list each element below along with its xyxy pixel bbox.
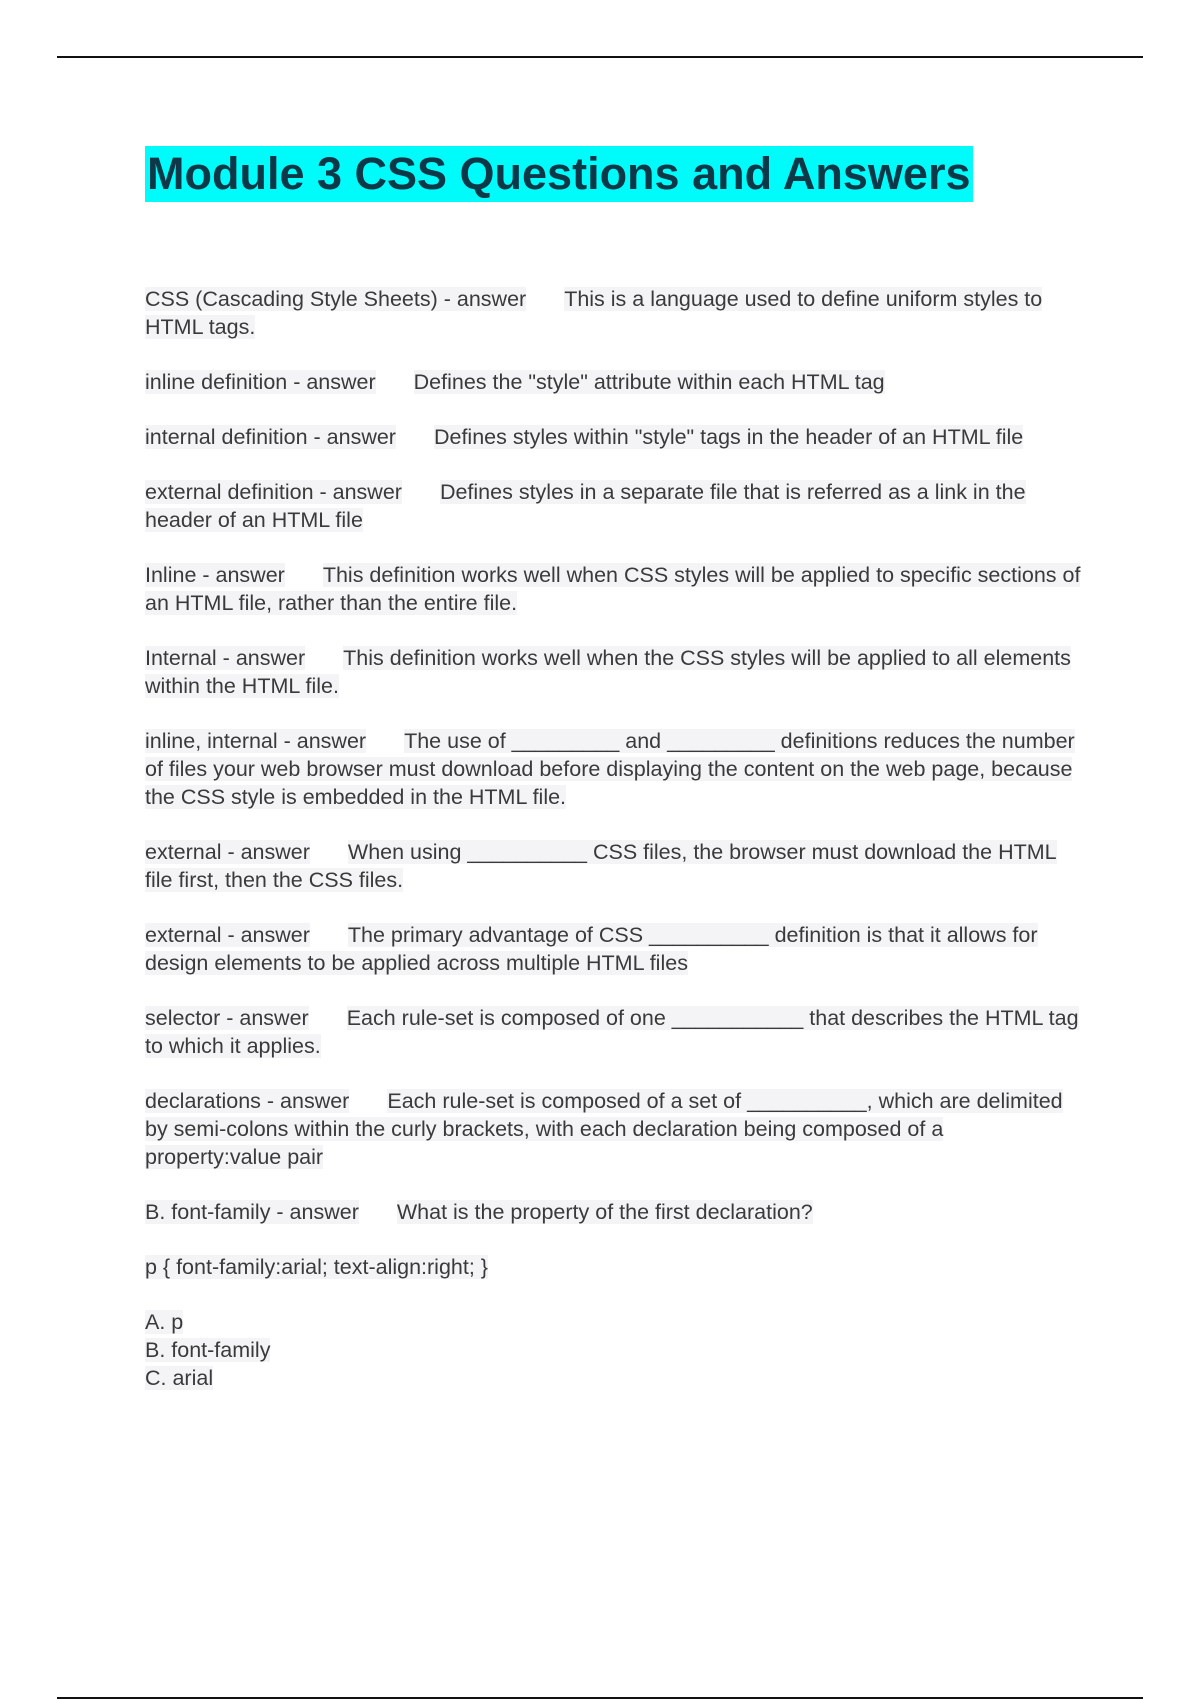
qa-term: external - answer bbox=[145, 923, 310, 947]
footer-rule bbox=[57, 1697, 1143, 1699]
qa-item bbox=[145, 478, 1085, 534]
qa-term: external definition - answer bbox=[145, 480, 402, 504]
qa-item bbox=[145, 838, 1085, 894]
qa-definition: Each rule-set is composed of a set of __________, which are delimited by semi-colons within the curly brackets, with each declaration being composed of a property:value pair bbox=[145, 1089, 1063, 1169]
code-line: p { font-family:arial; text-align:right; } bbox=[145, 1255, 488, 1279]
qa-term: inline definition - answer bbox=[145, 370, 376, 394]
qa-item bbox=[145, 1004, 1085, 1060]
qa-term: CSS (Cascading Style Sheets) - answer bbox=[145, 287, 527, 311]
title-container bbox=[145, 146, 973, 202]
qa-definition: The primary advantage of CSS __________ definition is that it allows for design elements to be applied across multiple HTML files bbox=[145, 923, 1038, 975]
qa-term: internal definition - answer bbox=[145, 425, 396, 449]
qa-definition: The use of _________ and _________ definitions reduces the number of files your web browser must download before displaying the content on the web page, because the CSS style is embedded in the HTML file. bbox=[145, 729, 1075, 809]
qa-item bbox=[145, 921, 1085, 977]
qa-definition: This definition works well when CSS styles will be applied to specific sections of an HTML file, rather than the entire file. bbox=[145, 563, 1081, 615]
qa-term: inline, internal - answer bbox=[145, 729, 367, 753]
option-label: C. arial bbox=[145, 1366, 214, 1390]
page-title: Module 3 CSS Questions and Answers bbox=[145, 146, 973, 202]
qa-definition: Defines styles within "style" tags in the header of an HTML file bbox=[433, 425, 1024, 449]
option-label: A. p bbox=[145, 1310, 184, 1334]
qa-term: Inline - answer bbox=[145, 563, 285, 587]
qa-definition: This definition works well when the CSS styles will be applied to all elements within the HTML file. bbox=[145, 646, 1071, 698]
qa-definition: When using __________ CSS files, the browser must download the HTML file first, then the CSS files. bbox=[145, 840, 1057, 892]
qa-term: external - answer bbox=[145, 840, 310, 864]
qa-term: B. font-family - answer bbox=[145, 1200, 359, 1224]
qa-term: declarations - answer bbox=[145, 1089, 350, 1113]
qa-item bbox=[145, 423, 1085, 451]
qa-definition: This is a language used to define uniform styles to HTML tags. bbox=[145, 287, 1043, 339]
option-b bbox=[145, 1336, 1085, 1364]
qa-term: selector - answer bbox=[145, 1006, 309, 1030]
qa-definition: Defines styles in a separate file that is referred as a link in the header of an HTML file bbox=[145, 480, 1026, 532]
option-c bbox=[145, 1364, 1085, 1392]
qa-item bbox=[145, 1087, 1085, 1171]
qa-item bbox=[145, 561, 1085, 617]
qa-term: Internal - answer bbox=[145, 646, 306, 670]
option-label: B. font-family bbox=[145, 1338, 271, 1362]
qa-item bbox=[145, 368, 1085, 396]
qa-definition: Each rule-set is composed of one ___________ that describes the HTML tag to which it applies. bbox=[145, 1006, 1079, 1058]
qa-item bbox=[145, 644, 1085, 700]
option-a bbox=[145, 1308, 1085, 1336]
qa-item bbox=[145, 1198, 1085, 1226]
qa-definition: What is the property of the first declaration? bbox=[396, 1200, 813, 1224]
code-example bbox=[145, 1253, 1085, 1281]
qa-item bbox=[145, 285, 1085, 341]
header-rule bbox=[57, 56, 1143, 58]
qa-list bbox=[145, 285, 1085, 1392]
qa-item bbox=[145, 727, 1085, 811]
qa-definition: Defines the "style" attribute within each HTML tag bbox=[413, 370, 885, 394]
